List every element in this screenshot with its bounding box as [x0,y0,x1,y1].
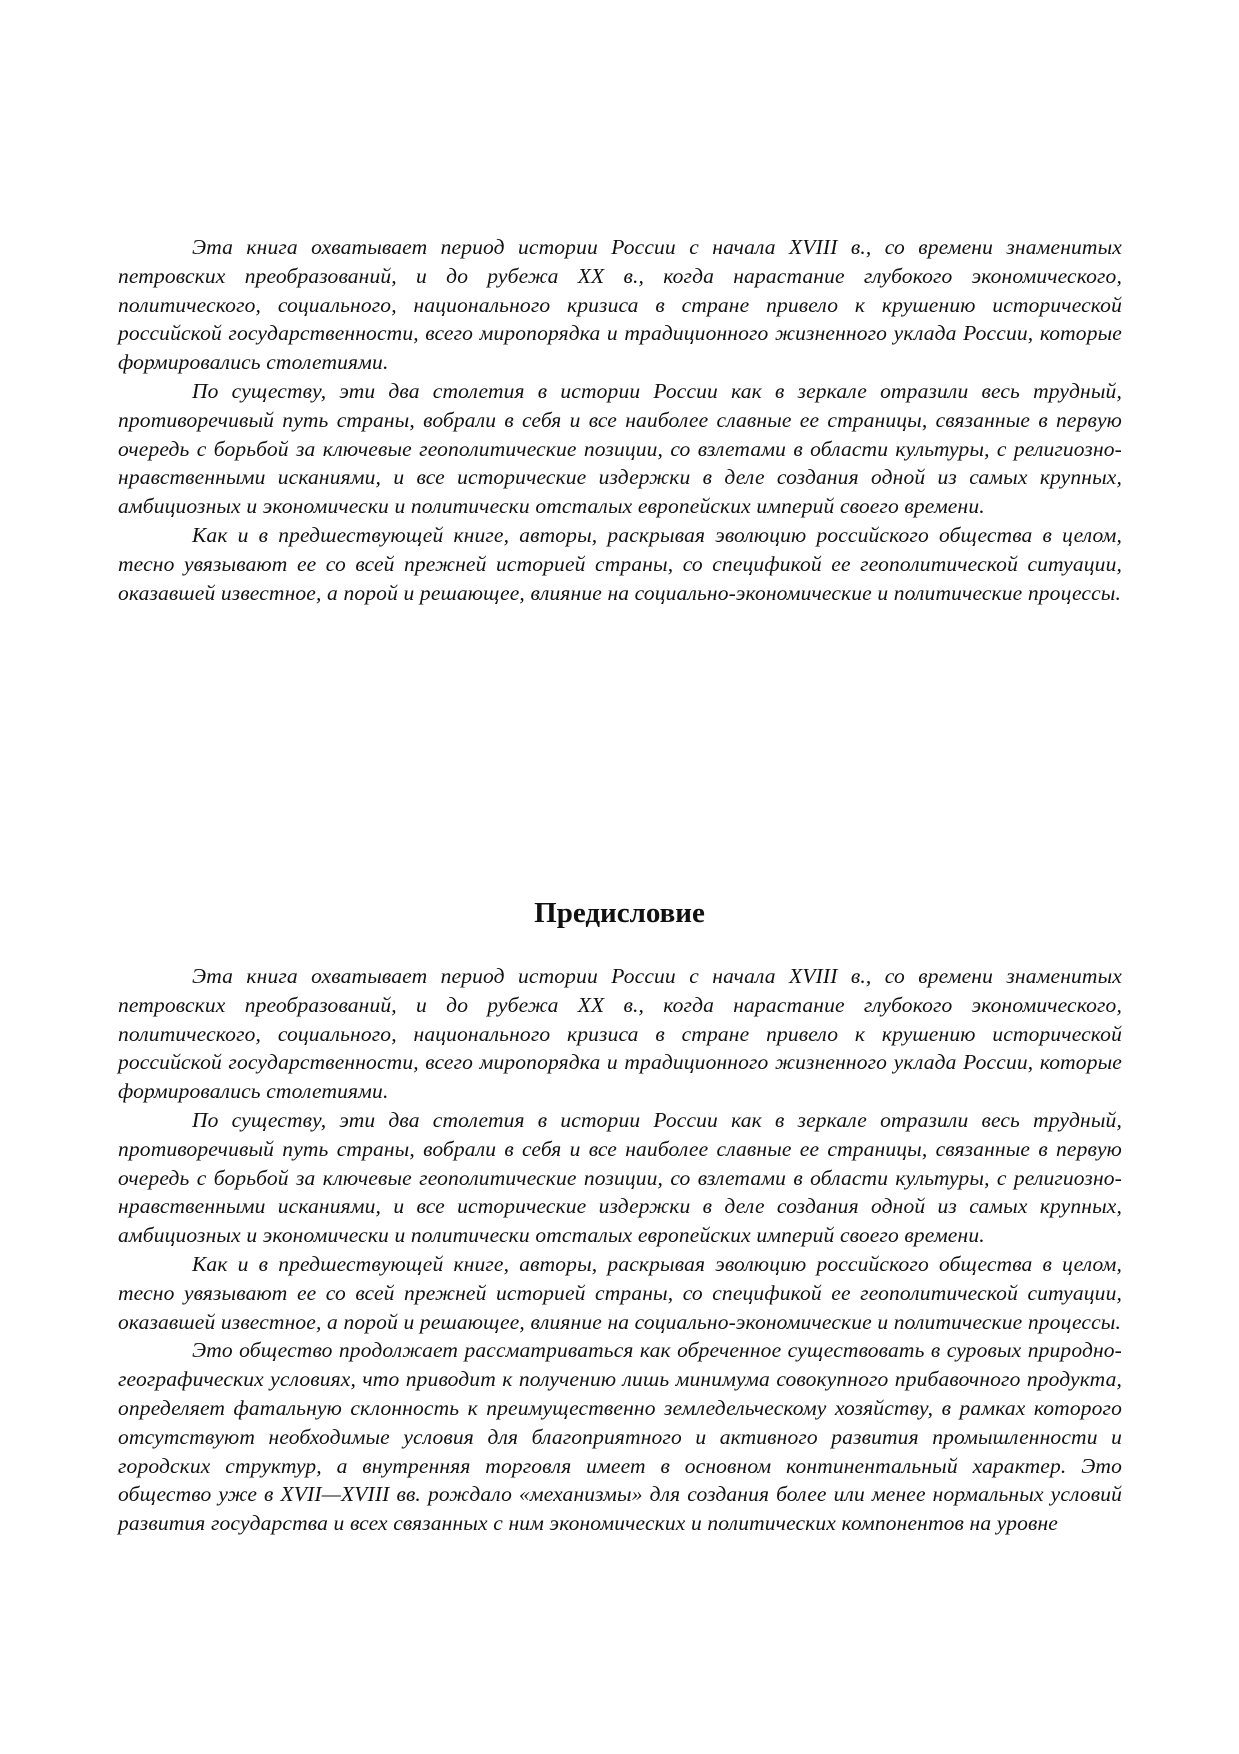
paragraph: Как и в предшествующей книге, авторы, раскрывая эволюцию российского общества в целом, тесно увязывают ее со всей прежней историей страны, со спецификой ее геополитической ситуации, оказавшей известное, а порой и решающее, влияние на социально-экономические и политические процессы. [118,522,1122,605]
paragraph: Как и в предшествующей книге, авторы, раскрывая эволюцию российского общества в целом, тесно увязывают ее со всей прежней историей страны, со спецификой ее геополитической ситуации, оказавшей известное, а порой и решающее, влияние на социально-экономические и политические процессы. [118,1251,1122,1334]
section-title: Предисловие [534,897,705,929]
paragraph: По существу, эти два столетия в истории России как в зеркале отразили весь трудный, противоречивый путь страны, вобрали в себя и все наиболее славные ее страницы, связанные в первую очередь с борьбой за ключевые геополитические позиции, со взлетами в области культуры, с религиозно-нравственными исканиями, и все исторические издержки в деле создания одной из самых крупных, амбициозных и экономически и политически отсталых европейских империй своего времени. [118,378,1122,519]
paragraph: Эта книга охватывает период истории России с начала XVIII в., со времени знаменитых петровских преобразований, и до рубежа XX в., когда нарастание глубокого экономического, политического, социального, национального кризиса в стране привело к крушению исторической российской государственности, всего миропорядка и традиционного жизненного уклада России, которые формировались столетиями. [118,964,1122,1104]
paragraph: Эта книга охватывает период истории России с начала XVIII в., со времени знаменитых петровских преобразований, и до рубежа XX в., когда нарастание глубокого экономического, политического, социального, национального кризиса в стране привело к крушению исторической российской государственности, всего миропорядка и традиционного жизненного уклада России, которые формировались столетиями. [118,235,1122,375]
top-text-block [118,233,1122,607]
preface-text-block [118,962,1122,1538]
paragraph: По существу, эти два столетия в истории России как в зеркале отразили весь трудный, противоречивый путь страны, вобрали в себя и все наиболее славные ее страницы, связанные в первую очередь с борьбой за ключевые геополитические позиции, со взлетами в области культуры, с религиозно-нравственными исканиями, и все исторические издержки в деле создания одной из самых крупных, амбициозных и экономически и политически отсталых европейских империй своего времени. [118,1107,1122,1248]
paragraph: Это общество продолжает рассматриваться как обреченное существовать в суровых природно-географических условиях, что приводит к получению лишь минимума совокупного прибавочного продукта, определяет фатальную склонность к преимущественно земледельческому хозяйству, в рамках которого отсутствуют необходимые условия для благоприятного и активного развития промышленности и городских структур, а внутренняя торговля имеет в основном континентальный характер. Это общество уже в XVII—XVIII вв. рождало «механизмы» для создания более или менее нормальных условий развития государства и всех связанных с ним экономических и политических компонентов на уровне [118,1338,1122,1536]
